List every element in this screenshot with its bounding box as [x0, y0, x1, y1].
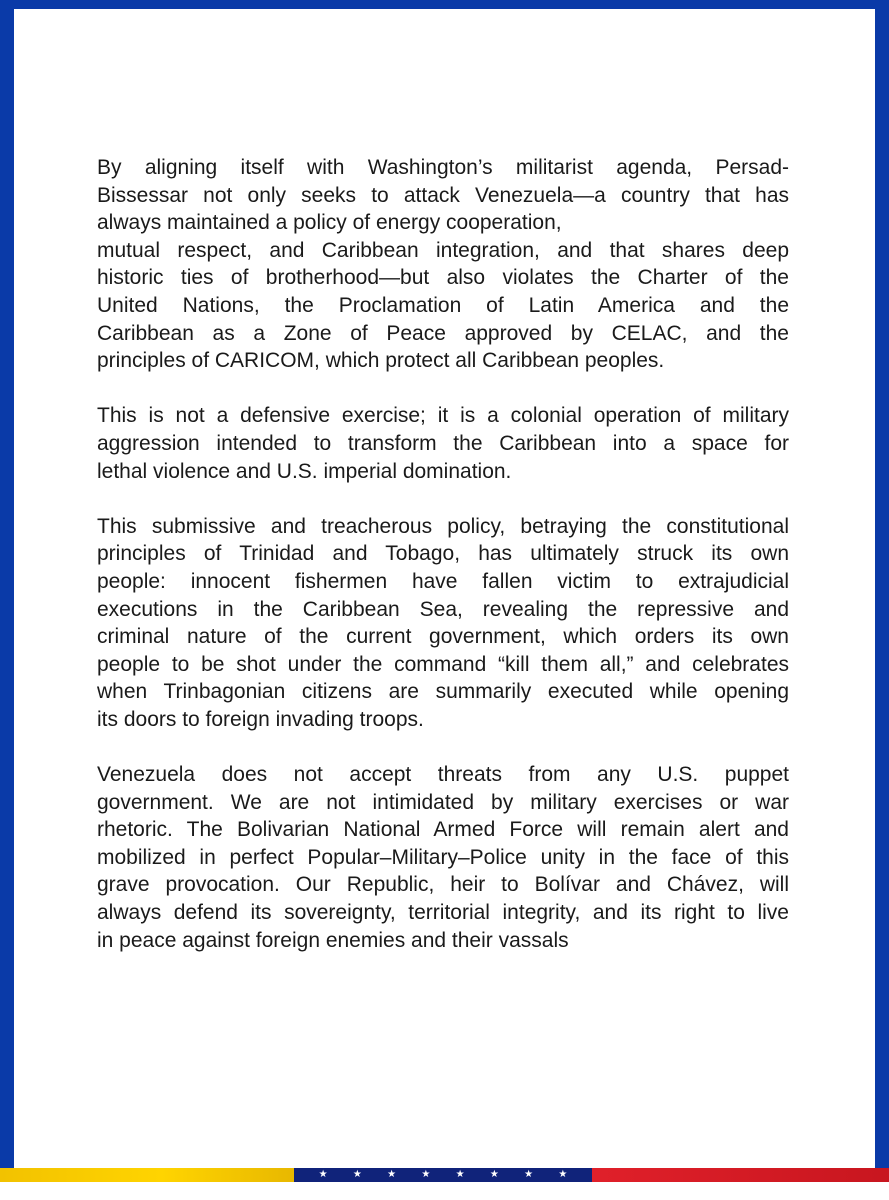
text-line: mutual respect, and Caribbean integration, and that shares deep — [97, 238, 789, 262]
text-line: This submissive and treacherous policy, betraying the constitutional — [97, 514, 789, 538]
top-blue-border — [0, 0, 889, 9]
star-icon: ★ — [558, 1169, 568, 1180]
paragraph — [97, 154, 789, 375]
left-blue-border — [0, 0, 14, 1168]
text-line: Venezuela does not accept threats from any U.S. puppet — [97, 763, 789, 787]
text-line: Caribbean as a Zone of Peace approved by CELAC, and the — [97, 321, 789, 345]
star-icon: ★ — [421, 1169, 431, 1180]
text-line: Bissessar not only seeks to attack Venezuela—a country that has — [97, 183, 789, 207]
flag-blue-stripe — [294, 1168, 592, 1182]
text-line: its doors to foreign invading troops. — [97, 707, 424, 731]
text-line: principles of Trinidad and Tobago, has ultimately struck its own — [97, 542, 789, 566]
star-icon: ★ — [387, 1169, 397, 1180]
star-icon: ★ — [318, 1169, 328, 1180]
star-icon: ★ — [352, 1169, 362, 1180]
bottom-margin — [0, 1182, 889, 1200]
text-line: in peace against foreign enemies and their vassals — [97, 928, 569, 952]
text-line: United Nations, the Proclamation of Latin America and the — [97, 293, 789, 317]
text-line: lethal violence and U.S. imperial domination. — [97, 459, 512, 483]
text-line: people to be shot under the command “kill them all,” and celebrates — [97, 652, 789, 676]
paragraph — [97, 761, 789, 954]
text-line: always maintained a policy of energy cooperation, — [97, 211, 562, 235]
venezuela-flag-band — [0, 1168, 889, 1182]
right-blue-border — [875, 0, 889, 1168]
paragraph — [97, 402, 789, 485]
star-icon: ★ — [489, 1169, 499, 1180]
text-line: people: innocent fishermen have fallen victim to extrajudicial — [97, 569, 789, 593]
text-line: aggression intended to transform the Caribbean into a space for — [97, 431, 789, 455]
text-line: government. We are not intimidated by military exercises or war — [97, 790, 789, 814]
text-line: rhetoric. The Bolivarian National Armed Force will remain alert and — [97, 818, 789, 842]
text-line: executions in the Caribbean Sea, revealing the repressive and — [97, 597, 789, 621]
statement-body — [97, 154, 789, 982]
text-line: grave provocation. Our Republic, heir to Bolívar and Chávez, will — [97, 873, 789, 897]
star-icon: ★ — [524, 1169, 534, 1180]
text-line: This is not a defensive exercise; it is a colonial operation of military — [97, 404, 789, 428]
star-icon: ★ — [455, 1169, 465, 1180]
flag-red-stripe — [592, 1168, 889, 1182]
paragraph — [97, 513, 789, 734]
text-line: mobilized in perfect Popular–Military–Police unity in the face of this — [97, 845, 789, 869]
text-line: when Trinbagonian citizens are summarily executed while opening — [97, 680, 789, 704]
text-line: principles of CARICOM, which protect all Caribbean peoples. — [97, 349, 665, 373]
text-line: always defend its sovereignty, territorial integrity, and its right to live — [97, 901, 789, 925]
text-line: historic ties of brotherhood—but also violates the Charter of the — [97, 266, 789, 290]
flag-yellow-stripe — [0, 1168, 294, 1182]
text-line: By aligning itself with Washington’s militarist agenda, Persad- — [97, 156, 789, 179]
text-line: criminal nature of the current government, which orders its own — [97, 625, 789, 649]
